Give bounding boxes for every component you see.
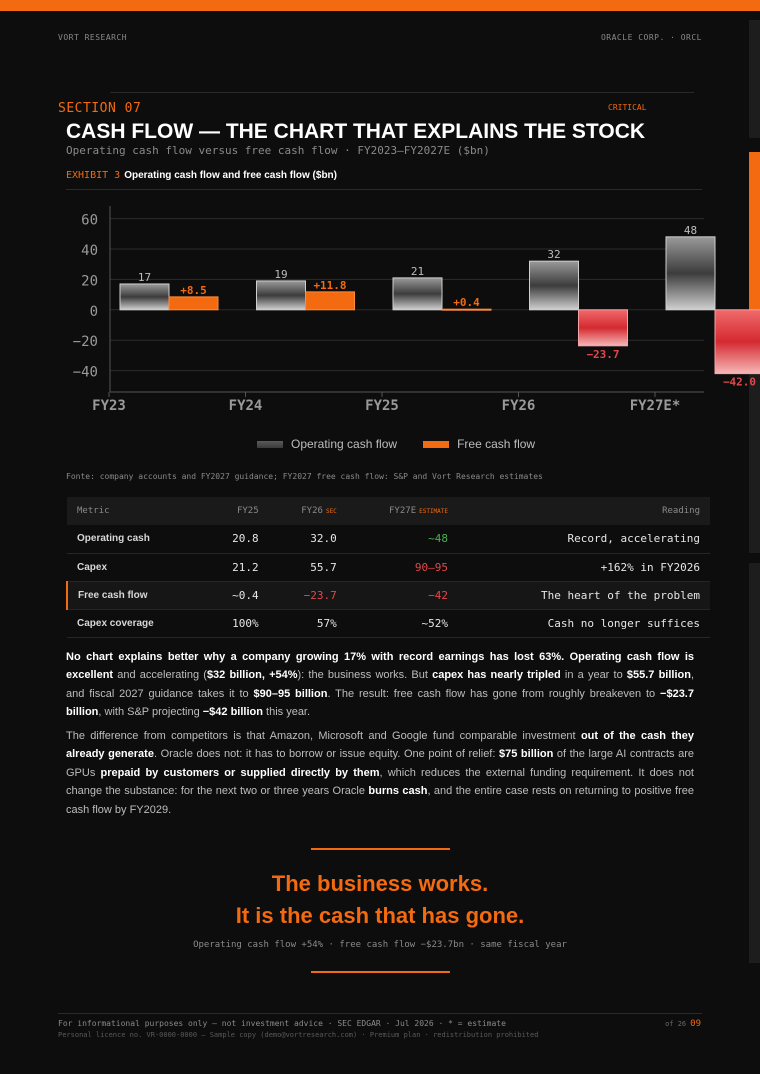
footer-disclaimer: For informational purposes only — not investment advice · SEC EDGAR · Jul 2026 · * = estimate [58,1019,506,1028]
x-tick-label: FY24 [228,398,263,414]
col-reading: Reading [458,497,710,525]
exhibit-title: Operating cash flow and free cash flow ($bn) [124,170,337,181]
section-title: CASH FLOW — THE CHART THAT EXPLAINS THE STOCK [66,120,646,143]
table-row [67,525,710,553]
chart-legend [257,437,535,451]
cell-reading: Cash no longer suffices [458,609,710,637]
footer-licence: Personal licence no. VR-0000-0000 — Sample copy (demo@vortresearch.com) · Premium plan · redistribution prohibited [58,1031,539,1039]
metrics-table [66,497,710,638]
pull-quote-subline: Operating cash flow +54% · free cash flow −$23.7bn · same fiscal year [193,940,567,950]
cell-fy27e: ~52% [347,609,458,637]
page-number: of 26 09 [665,1019,701,1029]
section-subtitle: Operating cash flow versus free cash flow · FY2023–FY2027E ($bn) [66,144,490,157]
col-metric: Metric [67,497,203,525]
cell-metric: Capex coverage [67,609,203,637]
col-fy26: FY26 SEC [269,497,347,525]
x-tick-label: FY25 [365,398,399,414]
y-tick-label: −20 [72,334,98,351]
cell-fy26: −23.7 [269,581,347,609]
bar-operating [530,261,579,310]
data-label-free-cash-flow: +8.5 [180,283,207,297]
analysis-paragraph-2: The difference from competitors is that Amazon, Microsoft and Google fund comparable investment out of the cash they already generate. Oracle does not: it has to borrow or issue equity. One point of relief: $75 billion of the large AI contracts are GPUs prepaid by customers or supplied directly by them, which reduces the external funding requirement. It does not change the substance: for the next two or three years Oracle burns cash, and the entire case rests on returning to positive free cash flow by FY2029. [66,730,695,816]
x-tick-label: FY23 [92,398,126,414]
header-divider [110,92,694,93]
cell-metric: Capex [67,553,203,581]
cell-fy26: 55.7 [269,553,347,581]
bar-operating [393,278,442,310]
legend-item-free [423,437,535,451]
legend-item-operating [257,437,397,451]
cell-reading: Record, accelerating [458,525,710,553]
data-label-operating: 19 [274,267,288,281]
bar-operating [257,281,306,310]
top-accent-bar [0,0,760,11]
cell-fy27e: −42 [347,581,458,609]
bar-operating [666,237,715,310]
data-label-operating: 48 [683,223,698,237]
analysis-paragraph-1: No chart explains better why a company growing 17% with record earnings has lost 63%. Operating cash flow is excellent and accelerating ($32 billion, +54%): the business works. But capex has nearly tripled in a year to $55.7 billion, and fiscal 2027 guidance takes it to $90–95 billion. The result: free cash flow has gone from roughly breakeven to −$23.7 billion, with S&P projecting −$42 billion this year. [66,651,695,719]
y-tick-label: 60 [81,212,98,229]
cell-reading: The heart of the problem [458,581,710,609]
data-label-operating: 21 [410,264,425,278]
cash-flow-chart [58,196,757,421]
cell-reading: +162% in FY2026 [458,553,710,581]
publisher-name: VORT RESEARCH [58,33,128,42]
x-tick-label: FY26 [501,398,536,414]
bar-free-cash-flow [306,292,355,310]
pull-quote-line-2: It is the cash that has gone. [235,903,525,928]
cell-fy25: 100% [203,609,268,637]
bar-free-cash-flow [715,310,760,374]
data-label-free-cash-flow: +0.4 [453,296,480,310]
company-ticker: ORACLE CORP. · ORCL [600,33,702,42]
data-label-operating: 32 [547,248,561,262]
x-tick-label: FY27E* [629,398,681,414]
col-fy25: FY25 [203,497,268,525]
table-row [67,553,710,581]
bar-operating [120,284,169,310]
critical-badge: CRITICAL [608,103,647,112]
cell-fy26: 32.0 [269,525,347,553]
legend-swatch-operating [257,441,283,448]
chart-source: Fonte: company accounts and FY2027 guidance; FY2027 free cash flow: S&P and Vort Research estimates [66,472,543,481]
footer-divider [58,1013,702,1014]
bar-free-cash-flow [169,297,218,310]
quote-rule-bottom [311,971,450,973]
cell-fy25: ~0.4 [203,581,268,609]
y-tick-label: 0 [89,303,98,320]
table-header-row [67,497,710,525]
cell-fy27e: ~48 [347,525,458,553]
y-tick-label: 40 [81,243,98,259]
data-label-free-cash-flow: −42.0 [722,375,757,389]
data-label-free-cash-flow: −23.7 [586,347,620,361]
pull-quote-line-1: The business works. [271,871,489,896]
sec-tag: SEC [325,508,337,515]
legend-label-operating: Operating cash flow [291,437,398,451]
data-label-operating: 17 [137,270,152,284]
legend-label-free: Free cash flow [457,437,536,451]
section-number: SECTION 07 [58,101,142,116]
exhibit-number: EXHIBIT 3 [66,170,121,181]
legend-swatch-free [423,441,449,448]
cell-fy26: 57% [269,609,347,637]
estimate-tag: ESTIMATE [419,508,449,515]
quote-rule-top [311,848,450,850]
data-label-free-cash-flow: +11.8 [313,278,347,292]
y-tick-label: −40 [72,364,98,381]
bar-free-cash-flow [579,310,628,346]
exhibit-heading [66,170,337,181]
cell-fy27e: 90–95 [347,553,458,581]
exhibit-divider [66,189,702,190]
bar-free-cash-flow [442,309,491,310]
side-tab-previous[interactable] [749,20,760,138]
cell-metric: Free cash flow [67,581,203,609]
y-tick-label: 20 [81,273,98,290]
table-row-highlighted [67,581,710,609]
cell-metric: Operating cash [67,525,203,553]
table-row [67,609,710,637]
cell-fy25: 20.8 [203,525,268,553]
col-fy27e: FY27E ESTIMATE [347,497,458,525]
cell-fy25: 21.2 [203,553,268,581]
